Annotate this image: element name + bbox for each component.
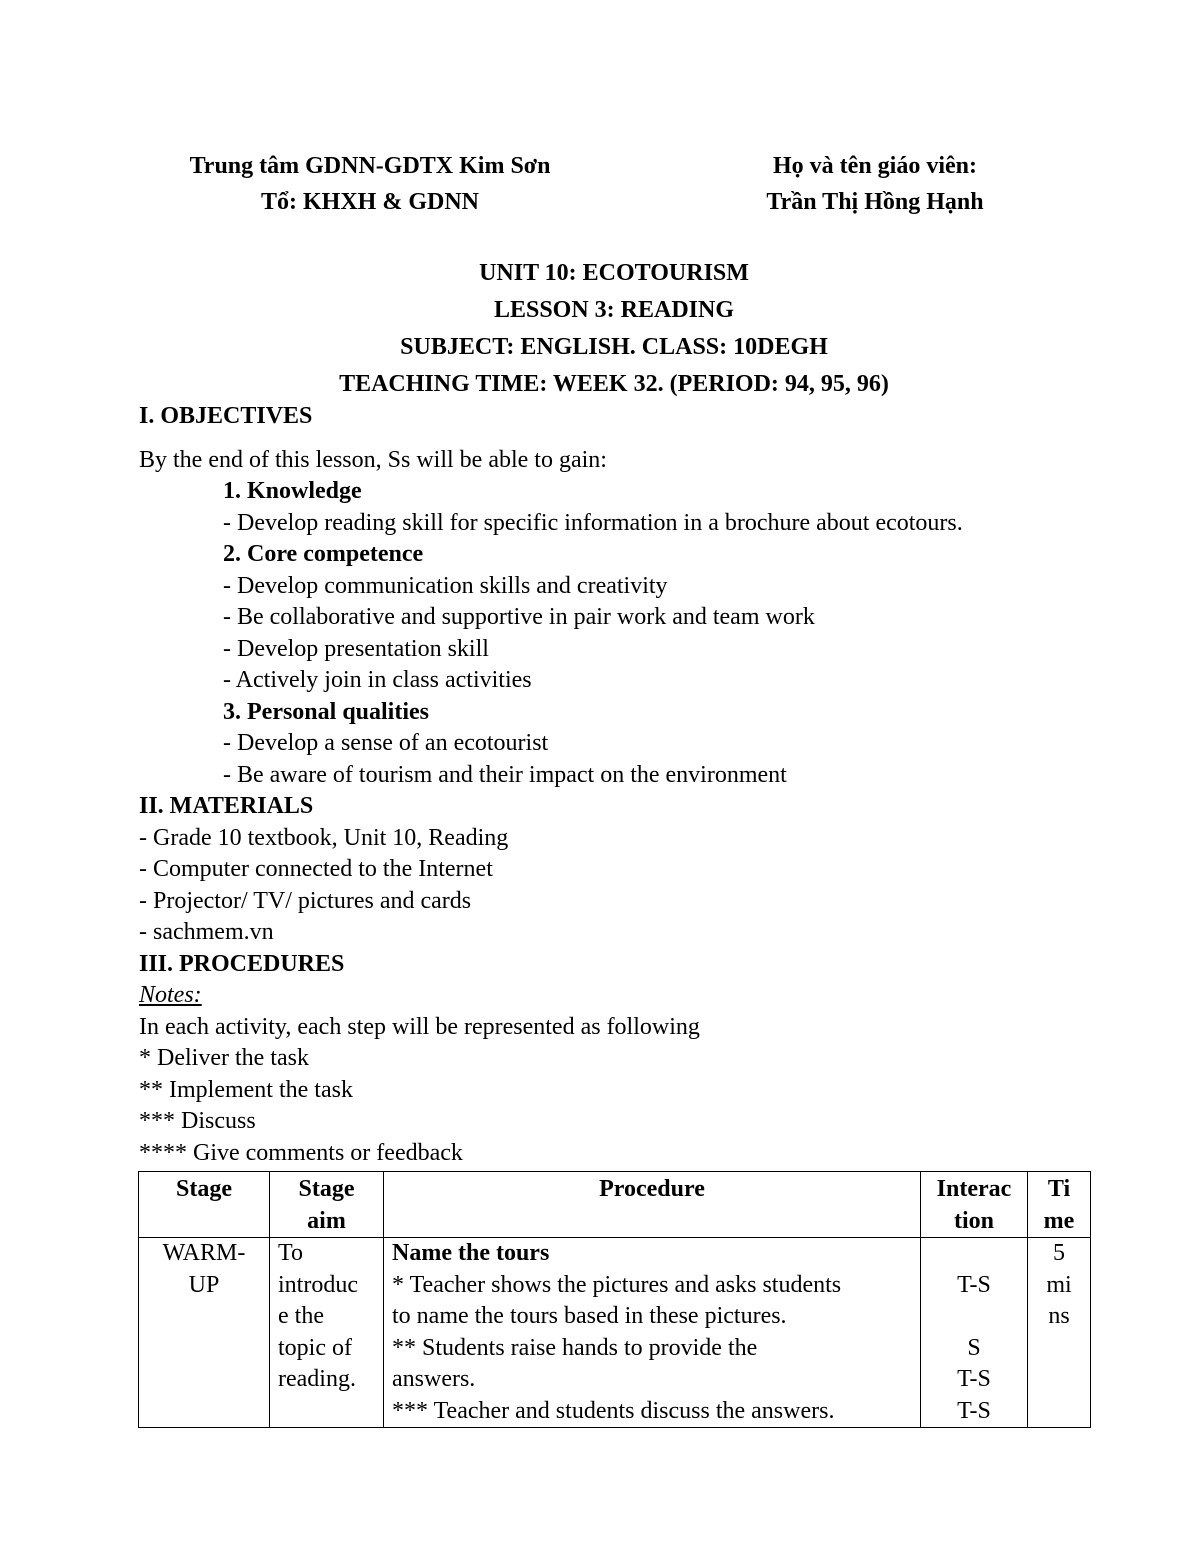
header-teacher [740, 148, 1010, 220]
department-name: Tổ: KHXH & GDNN [261, 189, 479, 215]
header-school [140, 148, 600, 220]
lesson-titles [140, 255, 1088, 403]
competence-item: - Develop presentation skill [223, 635, 489, 662]
spacer [139, 433, 1099, 445]
materials-item: - sachmem.vn [139, 919, 274, 945]
materials-item: - Computer connected to the Internet [139, 856, 493, 882]
procedures-heading: III. PROCEDURES [139, 950, 345, 977]
teacher-name: Trần Thị Hồng Hạnh [766, 189, 984, 215]
unit-title: UNIT 10: ECOTOURISM [479, 260, 749, 286]
table-header-row [139, 1172, 1091, 1238]
knowledge-item: - Develop reading skill for specific information in a brochure about ecotours. [223, 509, 963, 536]
materials-item: - Projector/ TV/ pictures and cards [139, 887, 472, 914]
lesson-content [139, 401, 1099, 1169]
competence-item: - Develop communication skills and creativity [223, 572, 668, 599]
lesson-title: LESSON 3: READING [493, 297, 735, 323]
qualities-heading: 3. Personal qualities [223, 698, 430, 725]
procedure-cell: Name the tours * Teacher shows the pictures and asks students to name the tours based in these pictures. ** Students raise hands to provide the answers. *** Teacher and students discuss the answers. [384, 1238, 921, 1428]
procedure-table [138, 1171, 1091, 1428]
materials-item: - Grade 10 textbook, Unit 10, Reading [139, 824, 509, 851]
procedure-note: **** Give comments or feedback [139, 1139, 463, 1166]
interaction-cell: T-S S T-S T-S [921, 1238, 1028, 1428]
col-stage-aim: Stage aim [270, 1172, 384, 1238]
competence-item: - Be collaborative and supportive in pair work and team work [223, 604, 815, 630]
objectives-intro: By the end of this lesson, Ss will be able to gain: [139, 446, 607, 473]
teacher-label: Họ và tên giáo viên: [773, 153, 977, 179]
procedure-note: ** Implement the task [139, 1076, 353, 1103]
col-procedure: Procedure [384, 1172, 921, 1238]
materials-heading: II. MATERIALS [139, 793, 314, 819]
teaching-time: TEACHING TIME: WEEK 32. (PERIOD: 94, 95, 96) [339, 371, 889, 397]
procedure-note: In each activity, each step will be represented as following [139, 1013, 700, 1040]
procedure-note: *** Discuss [139, 1108, 256, 1134]
subject-title: SUBJECT: ENGLISH. CLASS: 10DEGH [400, 334, 828, 360]
col-time: Ti me [1028, 1172, 1091, 1238]
qualities-item: - Develop a sense of an ecotourist [223, 730, 549, 756]
notes-label: Notes: [139, 982, 202, 1008]
aim-cell: To introduc e the topic of reading. [270, 1238, 384, 1428]
table-row [139, 1238, 1091, 1428]
time-cell: 5 mi ns [1028, 1238, 1091, 1428]
objectives-heading: I. OBJECTIVES [139, 403, 313, 429]
school-name: Trung tâm GDNN-GDTX Kim Sơn [189, 153, 551, 179]
competence-item: - Actively join in class activities [223, 667, 532, 693]
knowledge-heading: 1. Knowledge [223, 478, 362, 504]
qualities-item: - Be aware of tourism and their impact on the environment [223, 761, 787, 788]
col-stage: Stage [139, 1172, 270, 1238]
col-interaction: Interac tion [921, 1172, 1028, 1238]
procedure-title: Name the tours [392, 1240, 550, 1266]
stage-cell: WARM- UP [139, 1238, 270, 1428]
competence-heading: 2. Core competence [223, 541, 424, 567]
procedure-note: * Deliver the task [139, 1045, 309, 1071]
